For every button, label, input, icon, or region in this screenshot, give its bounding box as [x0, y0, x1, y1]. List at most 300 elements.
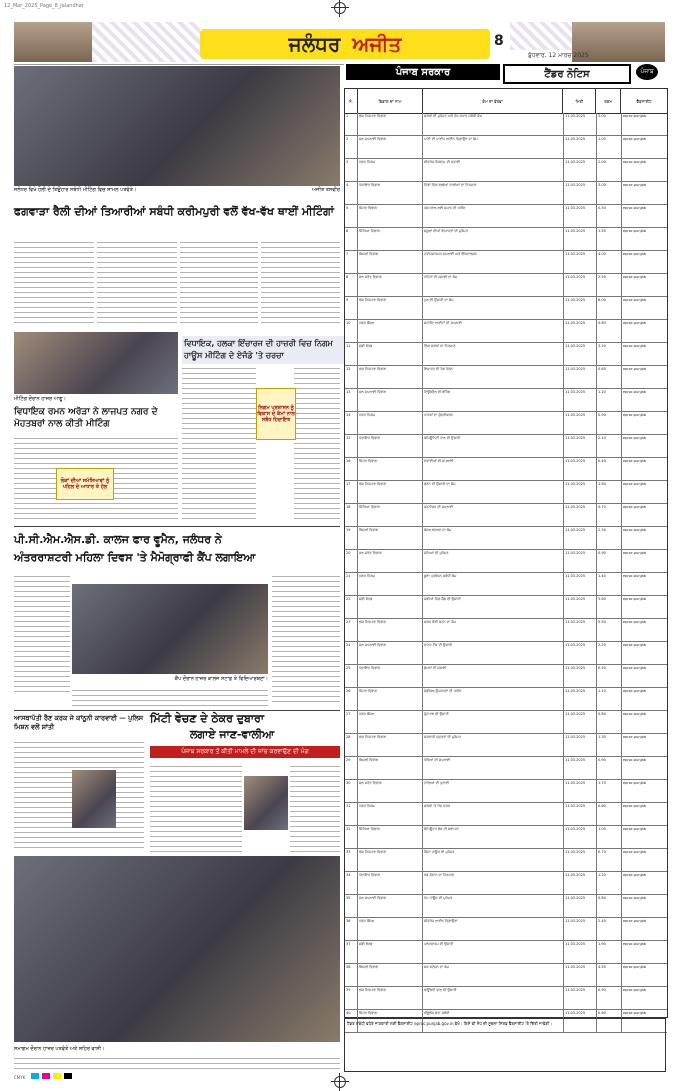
tender-row-website: eproc.punjab	[623, 183, 646, 187]
tender-row-description: ਲਿੰਕ ਸੜਕਾਂ ਦਾ ਨਿਰਮਾਣ	[423, 343, 564, 365]
magenta-swatch	[42, 1073, 50, 1079]
story3-box: ਨਿਗਮ ਪ੍ਰਸ਼ਾਸਨ ਨੂੰ ਵਿਕਾਸ ਦੇ ਕੰਮਾਂ ਨਾਲ ਸਬੰਧ ਹਿਦਾਇਤ	[256, 388, 296, 440]
tender-row-date: 11.03.2025	[564, 619, 597, 641]
tender-row-website: eproc.punjab	[623, 804, 646, 808]
tender-row-website: eproc.punjab	[623, 988, 646, 992]
tender-row-website: eproc.punjab	[623, 712, 646, 716]
tender-row-amount: 1.10	[597, 688, 622, 710]
tender-row-description: ਕੰਪਿਊਟਰ ਲੈਬ ਦੀ ਸਥਾਪਨਾ	[423, 826, 564, 848]
tender-row-number: 30	[345, 780, 358, 802]
lead-caption-credit: ਅਜੀਤ ਤਸਵੀਰ	[311, 187, 340, 193]
tender-row	[345, 642, 667, 665]
tender-row-department: ਪੰਚਾਇਤ ਵਿਭਾਗ	[358, 665, 423, 687]
tender-row-website: eproc.punjab	[623, 551, 646, 555]
tender-row-amount: 1.30	[597, 734, 622, 756]
story5-headline: ਆਸਥਾਪੱਤੀ ਰੈਣ ਕਰਕ ਜੇ ਕਾਂਨੂਨੀ ਕਾਰਵਾਈ — ਪੁਲਿਸ ਮਿਸ਼ਨ ਵਲੋਂ ਸ਼ਾਂਤੀ	[14, 714, 144, 731]
tender-row-date: 11.03.2025	[564, 734, 597, 756]
tender-row-description: ਸੜਕ ਚੌੜੀ ਕਰਨ ਦਾ ਕੰਮ	[423, 619, 564, 641]
tender-row-amount: 2.20	[597, 642, 622, 664]
tender-row-description: ਟਿਊਬਵੈੱਲ ਦੀ ਬੋਰਿੰਗ	[423, 389, 564, 411]
color-bar	[14, 1073, 665, 1081]
tender-rows	[345, 113, 667, 1017]
tender-row-amount: 0.60	[597, 1010, 622, 1032]
story4-caption: ਕੈਂਪ ਦੌਰਾਨ ਹਾਜ਼ਰ ਕਾਲਜ ਸਟਾਫ਼ ਤੇ ਵਿਦਿਆਰਥਣਾਂ।	[174, 676, 268, 682]
tender-row-website: eproc.punjab	[623, 666, 646, 670]
tender-row-department: ਜਲ ਸਰੋਤ ਵਿਭਾਗ	[358, 274, 423, 296]
tender-row-amount: 0.70	[597, 504, 622, 526]
lead-body-col2	[97, 238, 177, 326]
tender-row-date: 11.03.2025	[564, 504, 597, 526]
tender-row	[345, 412, 667, 435]
tender-row-date: 11.03.2025	[564, 527, 597, 549]
tender-row-website: eproc.punjab	[623, 850, 646, 854]
tender-row-department: ਸਿਹਤ ਵਿਭਾਗ	[358, 688, 423, 710]
tender-row-website: eproc.punjab	[623, 114, 646, 118]
tender-row-amount: 0.50	[597, 665, 622, 687]
tender-row-website: eproc.punjab	[623, 229, 646, 233]
tender-row-date: 11.03.2025	[564, 458, 597, 480]
tender-row-department: ਸਿਹਤ ਵਿਭਾਗ	[358, 205, 423, 227]
tender-row-number: 37	[345, 941, 358, 963]
tender-row-date: 11.03.2025	[564, 182, 597, 204]
tender-row	[345, 366, 667, 389]
tender-row-department: ਪੰਚਾਇਤ ਵਿਭਾਗ	[358, 435, 423, 457]
tender-row-department: ਮੰਡੀ ਬੋਰਡ	[358, 941, 423, 963]
tender-row-website: eproc.punjab	[623, 413, 646, 417]
tender-row-date: 11.03.2025	[564, 918, 597, 940]
tender-row-amount: 1.70	[597, 780, 622, 802]
tender-row-department: ਲੋਕ ਨਿਰਮਾਣ ਵਿਭਾਗ	[358, 987, 423, 1009]
tender-row-number: 11	[345, 343, 358, 365]
tender-row-date: 11.03.2025	[564, 665, 597, 687]
tender-row-date: 11.03.2025	[564, 688, 597, 710]
tender-row-amount: 2.10	[597, 435, 622, 457]
tender-row-amount: 1.90	[597, 941, 622, 963]
tender-row-website: eproc.punjab	[623, 528, 646, 532]
tender-row-department: ਲੋਕ ਨਿਰਮਾਣ ਵਿਭਾਗ	[358, 734, 423, 756]
tender-row-description: ਮੈਡੀਕਲ ਉਪਕਰਣਾਂ ਦੀ ਖਰੀਦ	[423, 688, 564, 710]
tender-row-description: ਦਵਾਈਆਂ ਦੀ ਸਪਲਾਈ	[423, 458, 564, 480]
tender-row	[345, 435, 667, 458]
tender-row	[345, 688, 667, 711]
tender-row-description: ਟਰਾਂਸਫਾਰਮਰ ਸਪਲਾਈ ਅਤੇ ਇੰਸਟਾਲੇਸ਼ਨ	[423, 251, 564, 273]
tender-row-number: 40	[345, 1010, 358, 1032]
story6-portrait	[244, 776, 288, 830]
tender-row-date: 11.03.2025	[564, 872, 597, 894]
tender-row-date: 11.03.2025	[564, 803, 597, 825]
col-header-date: ਮਿਤੀ	[563, 89, 596, 113]
story6-headline-line1: ਮਿੱਟੀ ਵੇਚਣ ਦੇ ਠੇਕਰ ਦੁਬਾਰਾ	[150, 712, 265, 725]
tender-row-amount: 4.00	[597, 251, 622, 273]
tender-row-date: 11.03.2025	[564, 596, 597, 618]
tender-row-website: eproc.punjab	[623, 643, 646, 647]
tender-footer-note: ਟੈਂਡਰ ਸਬੰਧੀ ਵਧੇਰੇ ਜਾਣਕਾਰੀ ਲਈ ਵੈੱਬਸਾਈਟ eproc.punjab.gov.in ਵੇਖੋ। ਕਿਸੇ ਵੀ ਸੋਧ ਦੀ ਸੂਚਨਾ ਸਿਰਫ਼ ਵੈੱਬਸਾਈਟ 'ਤੇ ਦਿੱਤੀ ਜਾਵੇਗੀ।	[344, 1018, 666, 1072]
tender-row	[345, 780, 667, 803]
masthead-title-right: ਅਜੀਤ	[352, 32, 402, 56]
story4-photo	[72, 584, 268, 674]
tender-row-department: ਨਗਰ ਨਿਗਮ	[358, 159, 423, 181]
tender-row-number: 1	[345, 113, 358, 135]
tender-table-header	[345, 89, 667, 114]
tender-row-date: 11.03.2025	[564, 481, 597, 503]
tender-row-number: 9	[345, 297, 358, 319]
tender-row-department: ਨਗਰ ਕੌਂਸਲ	[358, 320, 423, 342]
tender-row-number: 36	[345, 918, 358, 940]
tender-row-number: 6	[345, 228, 358, 250]
tender-row	[345, 504, 667, 527]
tender-row	[345, 182, 667, 205]
story2-caption: ਮੀਟਿੰਗ ਦੌਰਾਨ ਹਾਜ਼ਰ ਆਗੂ।	[14, 396, 66, 402]
tender-row	[345, 895, 667, 918]
tender-row	[345, 734, 667, 757]
tender-row-date: 11.03.2025	[564, 297, 597, 319]
tender-table	[344, 88, 668, 1018]
tender-row-amount: 0.80	[597, 711, 622, 733]
tender-row-website: eproc.punjab	[623, 367, 646, 371]
tender-row-department: ਨਗਰ ਕੌਂਸਲ	[358, 918, 423, 940]
tender-row-department: ਸਿੱਖਿਆ ਵਿਭਾਗ	[358, 504, 423, 526]
bottom-caption-body	[14, 1054, 340, 1070]
tender-row-department: ਬਿਜਲੀ ਵਿਭਾਗ	[358, 251, 423, 273]
tender-row-description: ਪਾਣੀ ਦੀ ਪਾਈਪ ਲਾਈਨ ਵਿਛਾਉਣ ਦਾ ਕੰਮ	[423, 136, 564, 158]
col-header-website: ਵੈੱਬਸਾਈਟ	[636, 98, 652, 104]
story3-body-col2	[294, 364, 340, 522]
tender-row-amount: 0.90	[597, 412, 622, 434]
tender-row-amount: 0.40	[597, 458, 622, 480]
tender-row-department: ਜਲ ਸਪਲਾਈ ਵਿਭਾਗ	[358, 136, 423, 158]
tender-row-description: ਕੇਬਲ ਬਦਲਣ ਦਾ ਕੰਮ	[423, 527, 564, 549]
tender-row-website: eproc.punjab	[623, 252, 646, 256]
tender-row-number: 13	[345, 389, 358, 411]
lead-body-col3	[180, 238, 258, 326]
tender-row-website: eproc.punjab	[623, 137, 646, 141]
tender-row-description: ਸਟਰੀਟ ਲਾਈਟਾਂ ਦੀ ਸਪਲਾਈ	[423, 320, 564, 342]
lead-caption-text: ਜਲੰਧਰ ਵਿਖੇ ਹੋਲੀ ਦੇ ਤਿਉਹਾਰ ਸਬੰਧੀ ਮੀਟਿੰਗ ਵਿਚ ਸ਼ਾਮਲ ਪਤਵੰਤੇ।	[14, 187, 137, 193]
tender-row-number: 20	[345, 550, 358, 572]
tender-row-date: 11.03.2025	[564, 366, 597, 388]
tender-row-department: ਨਗਰ ਨਿਗਮ	[358, 573, 423, 595]
tender-row-description: ਬਾਊਂਡਰੀ ਵਾਲ ਦੀ ਉਸਾਰੀ	[423, 987, 564, 1009]
tender-row-department: ਲੋਕ ਨਿਰਮਾਣ ਵਿਭਾਗ	[358, 366, 423, 388]
tender-row-description: ਛੱਪੜਾਂ ਦੀ ਸਫ਼ਾਈ	[423, 665, 564, 687]
tender-row-amount: 0.90	[597, 987, 622, 1009]
tender-row	[345, 987, 667, 1010]
tender-row-description: ਨਹਿਰਾਂ ਦੀ ਸਫ਼ਾਈ ਦਾ ਕੰਮ	[423, 274, 564, 296]
tender-row-number: 21	[345, 573, 358, 595]
tender-row-website: eproc.punjab	[623, 344, 646, 348]
tender-row-website: eproc.punjab	[623, 735, 646, 739]
page-number: 8	[494, 33, 504, 49]
tender-row-number: 32	[345, 826, 358, 848]
tender-row-number: 26	[345, 688, 358, 710]
tender-row-date: 11.03.2025	[564, 320, 597, 342]
tender-row-number: 12	[345, 366, 358, 388]
tender-row-description: ਪਾਰਕਾਂ ਦਾ ਸੁੰਦਰੀਕਰਨ	[423, 412, 564, 434]
tender-row-website: eproc.punjab	[623, 919, 646, 923]
lead-body-col4	[261, 238, 340, 326]
tender-row-date: 11.03.2025	[564, 113, 597, 135]
tender-row-website: eproc.punjab	[623, 620, 646, 624]
story3-headline: ਵਿਧਾਇਕ, ਹਲਕਾ ਇੰਚਾਰਜ ਦੀ ਹਾਜ਼ਰੀ ਵਿਚ ਨਿਗਮ ਹਾਊਸ ਮੀਟਿੰਗ ਦੇ ਏਜੰਡੇ 'ਤੇ ਚਰਚਾ	[182, 336, 344, 364]
tender-row-website: eproc.punjab	[623, 298, 646, 302]
lead-headline: ਫਗਵਾੜਾ ਰੈਲੀ ਦੀਆਂ ਤਿਆਰੀਆਂ ਸਬੰਧੀ ਕਰੀਮਪੁਰੀ ਵਲੋਂ ਵੱਖ-ਵੱਖ ਥਾਈਂ ਮੀਟਿੰਗਾਂ	[14, 205, 334, 218]
tender-row-description: ਫੁੱਟਪਾਥ ਦੀ ਉਸਾਰੀ	[423, 711, 564, 733]
story4-body-col3	[272, 572, 340, 706]
tender-row-amount: 1.40	[597, 573, 622, 595]
tender-row	[345, 872, 667, 895]
tender-row	[345, 527, 667, 550]
tender-row-number: 10	[345, 320, 358, 342]
tender-row-description: ਪਿੰਡਾਂ ਵਿਚ ਗਲੀਆਂ ਨਾਲੀਆਂ ਦਾ ਨਿਰਮਾਣ	[423, 182, 564, 204]
tender-row-department: ਨਗਰ ਕੌਂਸਲ	[358, 711, 423, 733]
tender-row-number: 39	[345, 987, 358, 1009]
tender-row-department: ਮੰਡੀ ਬੋਰਡ	[358, 343, 423, 365]
tender-row-website: eproc.punjab	[623, 965, 646, 969]
tender-row-description: ਡਰੇਨ ਦੀ ਉਸਾਰੀ ਦਾ ਕੰਮ	[423, 481, 564, 503]
tender-row-date: 11.03.2025	[564, 435, 597, 457]
tender-row-number: 22	[345, 596, 358, 618]
tender-row-date: 11.03.2025	[564, 1010, 597, 1032]
tender-row	[345, 458, 667, 481]
tender-row-department: ਬਿਜਲੀ ਵਿਭਾਗ	[358, 757, 423, 779]
tender-row-department: ਲੋਕ ਨਿਰਮਾਣ ਵਿਭਾਗ	[358, 849, 423, 871]
tender-row-amount: 1.80	[597, 481, 622, 503]
tender-row-number: 23	[345, 619, 358, 641]
tender-row	[345, 849, 667, 872]
tender-row-website: eproc.punjab	[623, 390, 646, 394]
lead-photo	[14, 66, 340, 186]
tender-row-date: 11.03.2025	[564, 136, 597, 158]
tender-row-website: eproc.punjab	[623, 942, 646, 946]
tender-row-amount: 5.50	[597, 619, 622, 641]
tender-row-date: 11.03.2025	[564, 780, 597, 802]
tender-row-amount: 1.20	[597, 389, 622, 411]
story3-body-col1	[182, 364, 256, 522]
lead-body-col1	[14, 238, 94, 326]
tender-row-amount: 2.00	[597, 159, 622, 181]
tender-row-description: ਸੜਕਾਂ ਦੀ ਮੁਰੰਮਤ ਅਤੇ ਰੱਖ-ਰਖਾਵ ਸਬੰਧੀ ਕੰਮ	[423, 113, 564, 135]
tender-row-number: 16	[345, 458, 358, 480]
tender-row-number: 18	[345, 504, 358, 526]
tender-row-amount: 2.40	[597, 918, 622, 940]
tender-row-number: 27	[345, 711, 358, 733]
tender-row-number: 24	[345, 642, 358, 664]
tender-row-department: ਲੋਕ ਨਿਰਮਾਣ ਵਿਭਾਗ	[358, 619, 423, 641]
tender-row-description: ਵਾਟਰ ਟੈਂਕ ਦੀ ਉਸਾਰੀ	[423, 642, 564, 664]
tender-row-department: ਨਗਰ ਨਿਗਮ	[358, 803, 423, 825]
col-header-number: ਨੰ.	[345, 89, 358, 113]
tender-row	[345, 803, 667, 826]
tender-row-date: 11.03.2025	[564, 343, 597, 365]
tender-row-department: ਪੰਚਾਇਤ ਵਿਭਾਗ	[358, 872, 423, 894]
tender-row	[345, 113, 667, 136]
story4-body-col1	[14, 572, 70, 692]
tender-row-number: 2	[345, 136, 358, 158]
registration-mark-icon	[334, 2, 346, 14]
tender-row	[345, 159, 667, 182]
tender-row-website: eproc.punjab	[623, 321, 646, 325]
tender-row-number: 29	[345, 757, 358, 779]
tender-row	[345, 665, 667, 688]
masthead-pattern	[92, 22, 200, 62]
col-header-amount: ਰਕਮ	[596, 89, 621, 113]
tender-row-website: eproc.punjab	[623, 689, 646, 693]
tender-row-description: ਖੰਭਿਆਂ ਦੀ ਸਪਲਾਈ	[423, 757, 564, 779]
tender-row	[345, 251, 667, 274]
tender-row-description: ਸਕੂਲਾਂ ਦੀਆਂ ਇਮਾਰਤਾਂ ਦੀ ਮੁਰੰਮਤ	[423, 228, 564, 250]
tender-row-description: ਸਬ ਸਟੇਸ਼ਨ ਦਾ ਕੰਮ	[423, 964, 564, 986]
tender-row-number: 7	[345, 251, 358, 273]
story6-body-col2	[290, 762, 340, 852]
story6-kicker: ਪੰਜਾਬ ਸਰਕਾਰ ਤੋਂ ਕੀਤੀ ਮਾਮਲੇ ਦੀ ਜਾਂਚ ਕਰਵਾਉਣ ਦੀ ਮੰਗ	[150, 746, 340, 758]
tender-row-date: 11.03.2025	[564, 757, 597, 779]
tender-row	[345, 205, 667, 228]
tender-row	[345, 596, 667, 619]
tender-row-amount: 0.60	[597, 803, 622, 825]
tender-row-amount: 0.50	[597, 205, 622, 227]
tender-row-website: eproc.punjab	[623, 896, 646, 900]
tender-row-amount: 0.70	[597, 849, 622, 871]
tender-row-date: 11.03.2025	[564, 964, 597, 986]
tender-row	[345, 274, 667, 297]
tender-row-department: ਜਲ ਸਰੋਤ ਵਿਭਾਗ	[358, 550, 423, 572]
slug-text: 12_Mar_2025_Page_8_Jalandhar	[4, 3, 84, 9]
tender-row-description: ਐਂਬੂਲੈਂਸ ਸੇਵਾ ਸਬੰਧੀ	[423, 1010, 564, 1032]
masthead-photo-left	[14, 22, 92, 62]
section-rule	[14, 710, 340, 711]
tender-row-department: ਜਲ ਸਪਲਾਈ ਵਿਭਾਗ	[358, 895, 423, 917]
story6-headline-line2: ਲਗਾਏ ਜਾਣ-ਵਾਲੀਆ	[190, 728, 275, 741]
section-rule	[14, 526, 340, 527]
tender-row-department: ਜਲ ਸਰੋਤ ਵਿਭਾਗ	[358, 780, 423, 802]
tender-row-description: ਕੂੜਾ ਪ੍ਰਬੰਧਨ ਸਬੰਧੀ ਕੰਮ	[423, 573, 564, 595]
tender-row-description: ਮੰਡੀਆਂ ਵਿਚ ਸ਼ੈੱਡ ਦੀ ਉਸਾਰੀ	[423, 596, 564, 618]
tender-row-date: 11.03.2025	[564, 251, 597, 273]
tender-row-date: 11.03.2025	[564, 412, 597, 434]
tender-row-website: eproc.punjab	[623, 781, 646, 785]
story2-box: ਲੋਕਾਂ ਦੀਆਂ ਸਮੱਸਿਆਵਾਂ ਨੂੰ ਪਹਿਲ ਦੇ ਆਧਾਰ ਤੇ ਹੱਲ	[56, 468, 114, 500]
tender-row-number: 8	[345, 274, 358, 296]
story4-headline-line2: ਅੰਤਰਰਾਸ਼ਟਰੀ ਮਹਿਲਾ ਦਿਵਸ 'ਤੇ ਮੈਮੋਗ੍ਰਾਫੀ ਕੈਂਪ ਲਗਾਇਆ	[14, 551, 256, 564]
tender-row-department: ਮੰਡੀ ਬੋਰਡ	[358, 596, 423, 618]
story5-portrait	[72, 770, 116, 828]
tender-row	[345, 941, 667, 964]
tender-row-website: eproc.punjab	[623, 758, 646, 762]
tender-row-description: ਕਮਿਊਨਿਟੀ ਹਾਲ ਦੀ ਉਸਾਰੀ	[423, 435, 564, 457]
tender-row-number: 5	[345, 205, 358, 227]
tender-row-date: 11.03.2025	[564, 550, 597, 572]
tender-row	[345, 918, 667, 941]
tender-row-description: ਰੈਸਟ ਹਾਊਸ ਦੀ ਮੁਰੰਮਤ	[423, 849, 564, 871]
tender-row-number: 35	[345, 895, 358, 917]
tender-row-description: ਸਰਕਾਰੀ ਦਫ਼ਤਰਾਂ ਦੀ ਮੁਰੰਮਤ	[423, 734, 564, 756]
tender-row-website: eproc.punjab	[623, 827, 646, 831]
tender-row-amount: 0.80	[597, 320, 622, 342]
tender-row-date: 11.03.2025	[564, 389, 597, 411]
tender-row-department: ਜਲ ਸਪਲਾਈ ਵਿਭਾਗ	[358, 389, 423, 411]
tender-row	[345, 297, 667, 320]
tender-row-department: ਸਿਹਤ ਵਿਭਾਗ	[358, 458, 423, 480]
story2-photo	[14, 332, 178, 394]
tender-row-number: 28	[345, 734, 358, 756]
tender-row-amount: 6.00	[597, 297, 622, 319]
tender-row	[345, 320, 667, 343]
tender-row-number: 25	[345, 665, 358, 687]
tender-label-right: ਟੈਂਡਰ ਨੋਟਿਸ	[503, 64, 631, 84]
tender-row	[345, 964, 667, 987]
tender-row-department: ਬਿਜਲੀ ਵਿਭਾਗ	[358, 527, 423, 549]
tender-row-website: eproc.punjab	[623, 505, 646, 509]
tender-row-description: ਨਾਲਿਆਂ ਦੀ ਖੁਦਾਈ	[423, 780, 564, 802]
tender-row-department: ਲੋਕ ਨਿਰਮਾਣ ਵਿਭਾਗ	[358, 481, 423, 503]
tender-row-website: eproc.punjab	[623, 574, 646, 578]
tender-row-number: 34	[345, 872, 358, 894]
tender-row-website: eproc.punjab	[623, 459, 646, 463]
black-swatch	[64, 1073, 72, 1079]
tender-row-description: ਫਰਨੀਚਰ ਦੀ ਸਪਲਾਈ	[423, 504, 564, 526]
yellow-swatch	[53, 1073, 61, 1079]
tender-row-amount: 3.20	[597, 343, 622, 365]
tender-row-amount: 0.60	[597, 366, 622, 388]
tender-row-department: ਸਿੱਖਿਆ ਵਿਭਾਗ	[358, 826, 423, 848]
tender-row-amount: 3.60	[597, 596, 622, 618]
tender-row-amount: 1.00	[597, 826, 622, 848]
tender-row-website: eproc.punjab	[623, 275, 646, 279]
tender-row-department: ਸਿੱਖਿਆ ਵਿਭਾਗ	[358, 228, 423, 250]
tender-row-number: 3	[345, 159, 358, 181]
tender-row-date: 11.03.2025	[564, 573, 597, 595]
tender-label-left: ਪੰਜਾਬ ਸਰਕਾਰ	[346, 64, 500, 80]
government-seal-icon: ਪੰਜਾਬ	[636, 64, 658, 80]
lead-caption	[14, 187, 340, 195]
tender-row-description: ਪੰਪ ਹਾਊਸ ਦੀ ਮੁਰੰਮਤ	[423, 895, 564, 917]
tender-row-number: 33	[345, 849, 358, 871]
tender-row-date: 11.03.2025	[564, 711, 597, 733]
tender-row-department: ਬਿਜਲੀ ਵਿਭਾਗ	[358, 964, 423, 986]
tender-row-department: ਲੋਕ ਨਿਰਮਾਣ ਵਿਭਾਗ	[358, 113, 423, 135]
color-bar-label: CMYK	[14, 1075, 26, 1080]
tender-row-number: 15	[345, 435, 358, 457]
tender-row	[345, 343, 667, 366]
tender-row-website: eproc.punjab	[623, 206, 646, 210]
tender-row	[345, 550, 667, 573]
tender-row-department: ਲੋਕ ਨਿਰਮਾਣ ਵਿਭਾਗ	[358, 297, 423, 319]
tender-row-department: ਨਗਰ ਨਿਗਮ	[358, 412, 423, 434]
tender-row-number: 31	[345, 803, 358, 825]
tender-row-description: ਸੀਵਰੇਜ ਸਿਸਟਮ ਦੀ ਸਫ਼ਾਈ	[423, 159, 564, 181]
tender-row-amount: 2.30	[597, 527, 622, 549]
tender-row-date: 11.03.2025	[564, 849, 597, 871]
tender-row-description: ਸੀਵਰੇਜ ਲਾਈਨ ਵਿਛਾਉਣਾ	[423, 918, 564, 940]
story4-body-col2	[72, 686, 268, 706]
tender-row	[345, 481, 667, 504]
tender-row-department: ਜਲ ਸਪਲਾਈ ਵਿਭਾਗ	[358, 642, 423, 664]
tender-row-date: 11.03.2025	[564, 228, 597, 250]
tender-row-website: eproc.punjab	[623, 482, 646, 486]
masthead-logo	[200, 29, 490, 59]
tender-row-date: 11.03.2025	[564, 274, 597, 296]
tender-row-number: 14	[345, 412, 358, 434]
cyan-swatch	[31, 1073, 39, 1079]
tender-row-number: 17	[345, 481, 358, 503]
tender-row-description: ਖੇਡ ਮੈਦਾਨ ਦਾ ਨਿਰਮਾਣ	[423, 872, 564, 894]
tender-row	[345, 573, 667, 596]
col-header-description: ਕੰਮ ਦਾ ਵੇਰਵਾ	[423, 89, 564, 113]
tender-row	[345, 619, 667, 642]
tender-row-amount: 0.90	[597, 550, 622, 572]
tender-row-amount: 5.00	[597, 113, 622, 135]
tender-row-department: ਸਿਹਤ ਵਿਭਾਗ	[358, 1010, 423, 1032]
